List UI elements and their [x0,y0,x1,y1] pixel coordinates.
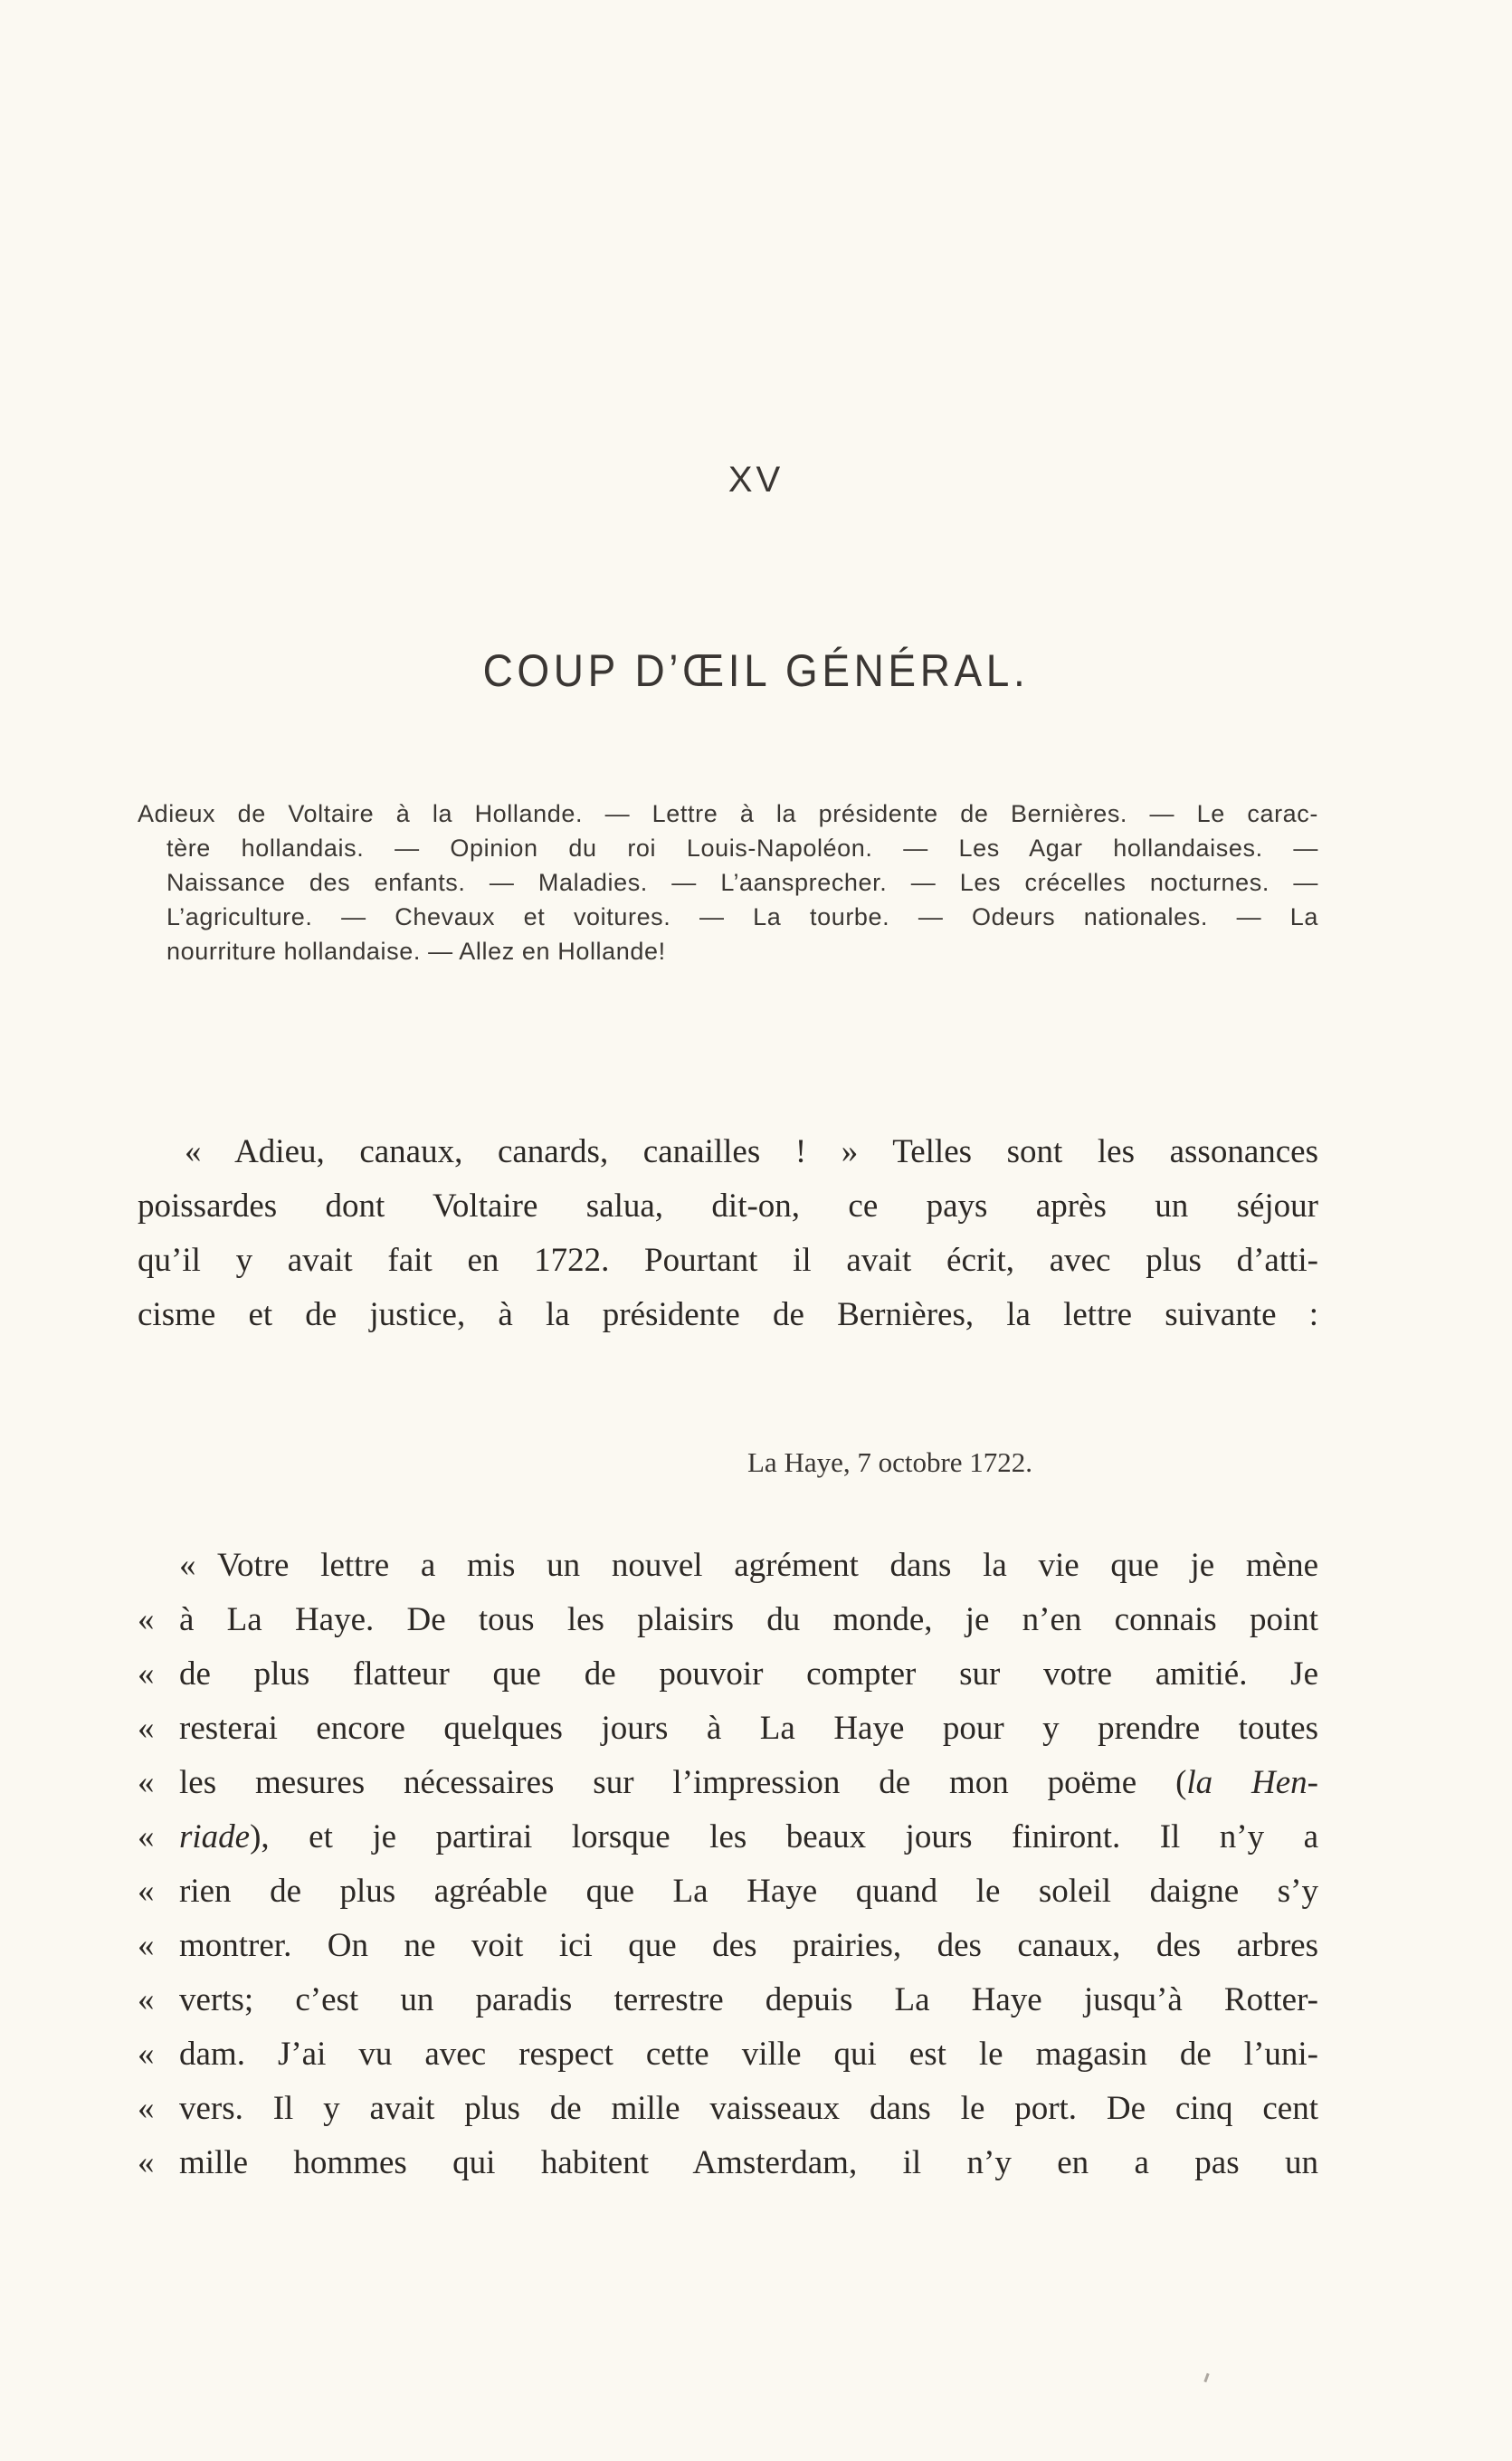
quote-mark: « [138,2090,155,2127]
letter-line: vers. Il y avait plus de mille vaisseaux dans le port. De cinq cent [179,2090,1318,2127]
body-line: qu’il y avait fait en 1722. Pourtant il avait écrit, avec plus d’atti- [138,1242,1318,1279]
letter-dateline: La Haye, 7 octobre 1722. [747,1446,1033,1478]
quote-mark: « [138,1655,155,1693]
letter-row [138,1973,1318,2027]
letter-row [138,1702,1318,1756]
letter-row [138,2136,1318,2190]
letter-row [138,1919,1318,1973]
letter-line: resterai encore quelques jours à La Haye pour y prendre toutes [179,1710,1318,1747]
chapter-number: XV [727,460,785,500]
body-line: cisme et de justice, à la présidente de Bernières, la lettre suivante : [138,1296,1318,1333]
letter-row [138,1865,1318,1919]
quote-mark: « [138,1601,155,1638]
letter-row [138,2082,1318,2136]
quote-mark: « [138,1873,155,1910]
quote-mark: « [138,1927,155,1964]
letter-line: montrer. On ne voit ici que des prairies, des canaux, des arbres [179,1927,1318,1964]
quote-mark: « [138,1764,155,1801]
summary-line: Naissance des enfants. — Maladies. — L’aansprecher. — Les crécelles nocturnes. — [166,869,1318,896]
letter-row [138,1647,1318,1702]
quote-mark: « [179,1547,196,1584]
quote-mark: « [138,1981,155,2018]
letter-row [138,1756,1318,1810]
paper-speck [1203,2373,1209,2382]
letter-line: rien de plus agréable que La Haye quand le soleil daigne s’y [179,1873,1318,1910]
letter-line: dam. J’ai vu avec respect cette ville qui est le magasin de l’uni- [179,2036,1318,2073]
summary-line: L’agriculture. — Chevaux et voitures. — La tourbe. — Odeurs nationales. — La [166,903,1318,930]
letter-line: Votre lettre a mis un nouvel agrément dans la vie que je mène [217,1547,1318,1584]
letter-line: à La Haye. De tous les plaisirs du monde, je n’en connais point [179,1601,1318,1638]
chapter-summary [138,796,1318,968]
body-line: « Adieu, canaux, canards, canailles ! » Telles sont les assonances [185,1133,1318,1170]
quote-mark: « [138,2036,155,2073]
letter-line: mille hommes qui habitent Amsterdam, il n’y en a pas un [179,2144,1318,2181]
letter-line: les mesures nécessaires sur l’impression de mon poëme (la Hen- [179,1764,1318,1801]
summary-line: nourriture hollandaise. — Allez en Hollande! [166,938,666,965]
quote-mark: « [138,1818,155,1855]
chapter-title: COUP D’ŒIL GÉNÉRAL. [482,645,1030,696]
letter-row [138,1810,1318,1865]
summary-line: Adieux de Voltaire à la Hollande. — Lettre à la présidente de Bernières. — Le carac- [138,800,1318,827]
summary-line: tère hollandais. — Opinion du roi Louis-Napoléon. — Les Agar hollandaises. — [166,835,1318,862]
quote-mark: « [138,1710,155,1747]
letter-row [138,2027,1318,2082]
quote-mark: « [138,2144,155,2181]
letter-line: riade), et je partirai lorsque les beaux jours finiront. Il n’y a [179,1818,1318,1855]
body-line: poissardes dont Voltaire salua, dit-on, ce pays après un séjour [138,1188,1318,1225]
letter-line: verts; c’est un paradis terrestre depuis La Haye jusqu’à Rotter- [179,1981,1318,2018]
letter-line: de plus flatteur que de pouvoir compter sur votre amitié. Je [179,1655,1318,1693]
letter-row [138,1593,1318,1647]
intro-paragraph [138,1125,1318,1342]
letter-row [138,1539,1318,1593]
letter-quotation [138,1539,1318,2190]
